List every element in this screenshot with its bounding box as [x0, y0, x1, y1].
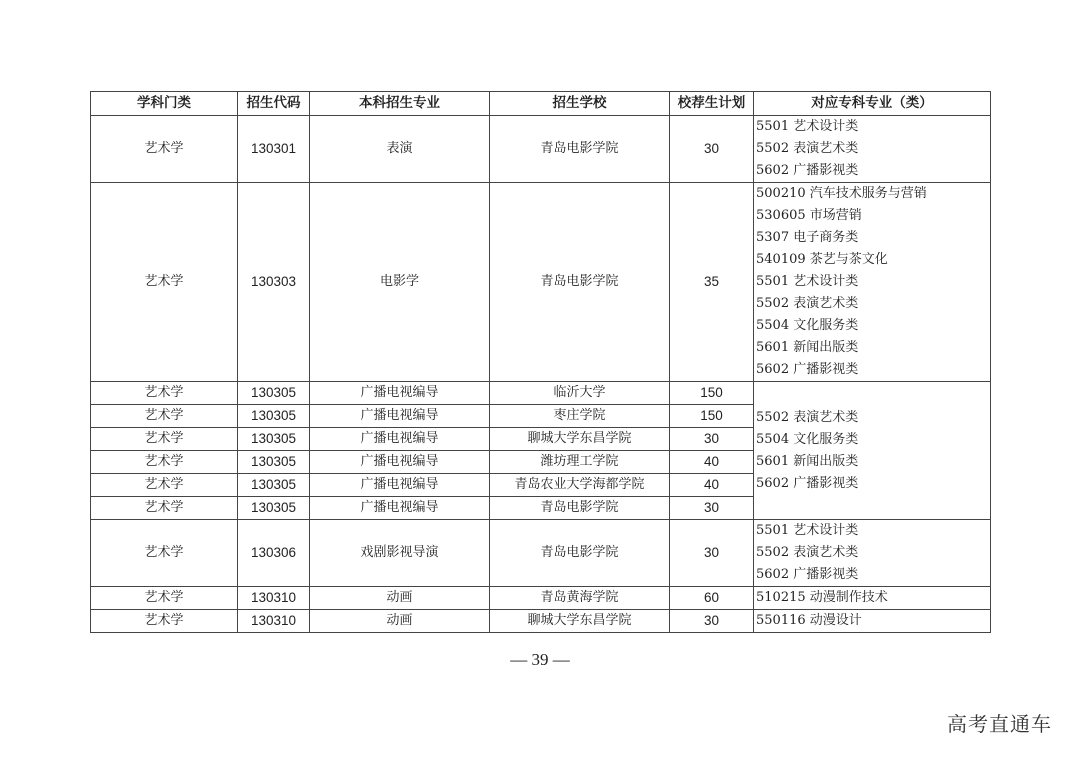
school-cell: 青岛电影学院	[490, 497, 670, 520]
header-code: 招生代码	[238, 92, 310, 116]
school-cell: 潍坊理工学院	[490, 451, 670, 474]
school-cell: 枣庄学院	[490, 405, 670, 428]
specialty-item: 5504 文化服务类	[756, 318, 859, 333]
specialty-item: 5502 表演艺术类	[756, 296, 859, 311]
specialty-item: 5501 艺术设计类	[756, 274, 859, 289]
plan-cell: 30	[670, 520, 754, 587]
specialty-item: 510215 动漫制作技术	[756, 590, 888, 605]
major-cell: 表演	[310, 116, 490, 183]
specialty-cell	[754, 116, 991, 183]
specialty-item: 5602 广播影视类	[756, 163, 859, 178]
major-cell: 广播电视编导	[310, 451, 490, 474]
plan-cell: 30	[670, 428, 754, 451]
specialty-item: 5601 新闻出版类	[756, 340, 859, 355]
specialty-item: 5307 电子商务类	[756, 230, 859, 245]
category-cell: 艺术学	[91, 116, 238, 183]
header-school: 招生学校	[490, 92, 670, 116]
plan-cell: 40	[670, 474, 754, 497]
specialty-item: 5501 艺术设计类	[756, 523, 859, 538]
code-cell: 130305	[238, 405, 310, 428]
specialty-cell	[754, 587, 991, 610]
plan-cell: 35	[670, 183, 754, 382]
specialty-item: 5602 广播影视类	[756, 475, 859, 491]
header-category: 学科门类	[91, 92, 238, 116]
school-cell: 青岛农业大学海都学院	[490, 474, 670, 497]
specialty-item: 5601 新闻出版类	[756, 453, 859, 469]
code-cell: 130305	[238, 382, 310, 405]
enrollment-table	[90, 91, 991, 633]
category-cell: 艺术学	[91, 497, 238, 520]
plan-cell: 150	[670, 382, 754, 405]
header-plan: 校荐生计划	[670, 92, 754, 116]
major-cell: 电影学	[310, 183, 490, 382]
plan-cell: 60	[670, 587, 754, 610]
header-major: 本科招生专业	[310, 92, 490, 116]
school-cell: 临沂大学	[490, 382, 670, 405]
school-cell: 青岛电影学院	[490, 520, 670, 587]
category-cell: 艺术学	[91, 610, 238, 633]
watermark-text: 高考直通车	[947, 712, 1052, 736]
category-cell: 艺术学	[91, 405, 238, 428]
specialty-item: 5502 表演艺术类	[756, 409, 859, 425]
specialty-cell	[754, 382, 991, 520]
category-cell: 艺术学	[91, 183, 238, 382]
specialty-item: 5502 表演艺术类	[756, 141, 859, 156]
code-cell: 130301	[238, 116, 310, 183]
specialty-item: 550116 动漫设计	[756, 613, 862, 628]
school-cell: 聊城大学东昌学院	[490, 428, 670, 451]
school-cell: 青岛电影学院	[490, 116, 670, 183]
school-cell: 青岛黄海学院	[490, 587, 670, 610]
table-row	[91, 520, 991, 587]
specialty-item: 5501 艺术设计类	[756, 119, 859, 134]
category-cell: 艺术学	[91, 474, 238, 497]
major-cell: 动画	[310, 610, 490, 633]
category-cell: 艺术学	[91, 587, 238, 610]
code-cell: 130305	[238, 428, 310, 451]
table-row	[91, 116, 991, 183]
specialty-item: 540109 茶艺与茶文化	[756, 252, 888, 267]
category-cell: 艺术学	[91, 451, 238, 474]
header-row	[91, 92, 991, 116]
plan-cell: 150	[670, 405, 754, 428]
table-row	[91, 183, 991, 382]
major-cell: 戏剧影视导演	[310, 520, 490, 587]
code-cell: 130310	[238, 610, 310, 633]
school-cell: 青岛电影学院	[490, 183, 670, 382]
code-cell: 130305	[238, 474, 310, 497]
plan-cell: 40	[670, 451, 754, 474]
major-cell: 广播电视编导	[310, 428, 490, 451]
table-row	[91, 382, 991, 405]
major-cell: 广播电视编导	[310, 405, 490, 428]
plan-cell: 30	[670, 610, 754, 633]
specialty-cell	[754, 183, 991, 382]
specialty-item: 5504 文化服务类	[756, 431, 859, 447]
plan-cell: 30	[670, 497, 754, 520]
specialty-item: 500210 汽车技术服务与营销	[756, 186, 927, 201]
specialty-cell	[754, 610, 991, 633]
specialty-item: 5602 广播影视类	[756, 567, 859, 582]
code-cell: 130303	[238, 183, 310, 382]
category-cell: 艺术学	[91, 520, 238, 587]
code-cell: 130310	[238, 587, 310, 610]
category-cell: 艺术学	[91, 382, 238, 405]
page-number: — 39 —	[510, 650, 570, 669]
plan-cell: 30	[670, 116, 754, 183]
major-cell: 广播电视编导	[310, 497, 490, 520]
specialty-cell	[754, 520, 991, 587]
specialty-item: 530605 市场营销	[756, 208, 862, 223]
code-cell: 130305	[238, 497, 310, 520]
header-specialty: 对应专科专业（类）	[754, 92, 991, 116]
code-cell: 130306	[238, 520, 310, 587]
major-cell: 动画	[310, 587, 490, 610]
category-cell: 艺术学	[91, 428, 238, 451]
code-cell: 130305	[238, 451, 310, 474]
table-row	[91, 610, 991, 633]
specialty-item: 5502 表演艺术类	[756, 545, 859, 560]
school-cell: 聊城大学东昌学院	[490, 610, 670, 633]
table-row	[91, 587, 991, 610]
major-cell: 广播电视编导	[310, 474, 490, 497]
major-cell: 广播电视编导	[310, 382, 490, 405]
specialty-item: 5602 广播影视类	[756, 362, 859, 377]
